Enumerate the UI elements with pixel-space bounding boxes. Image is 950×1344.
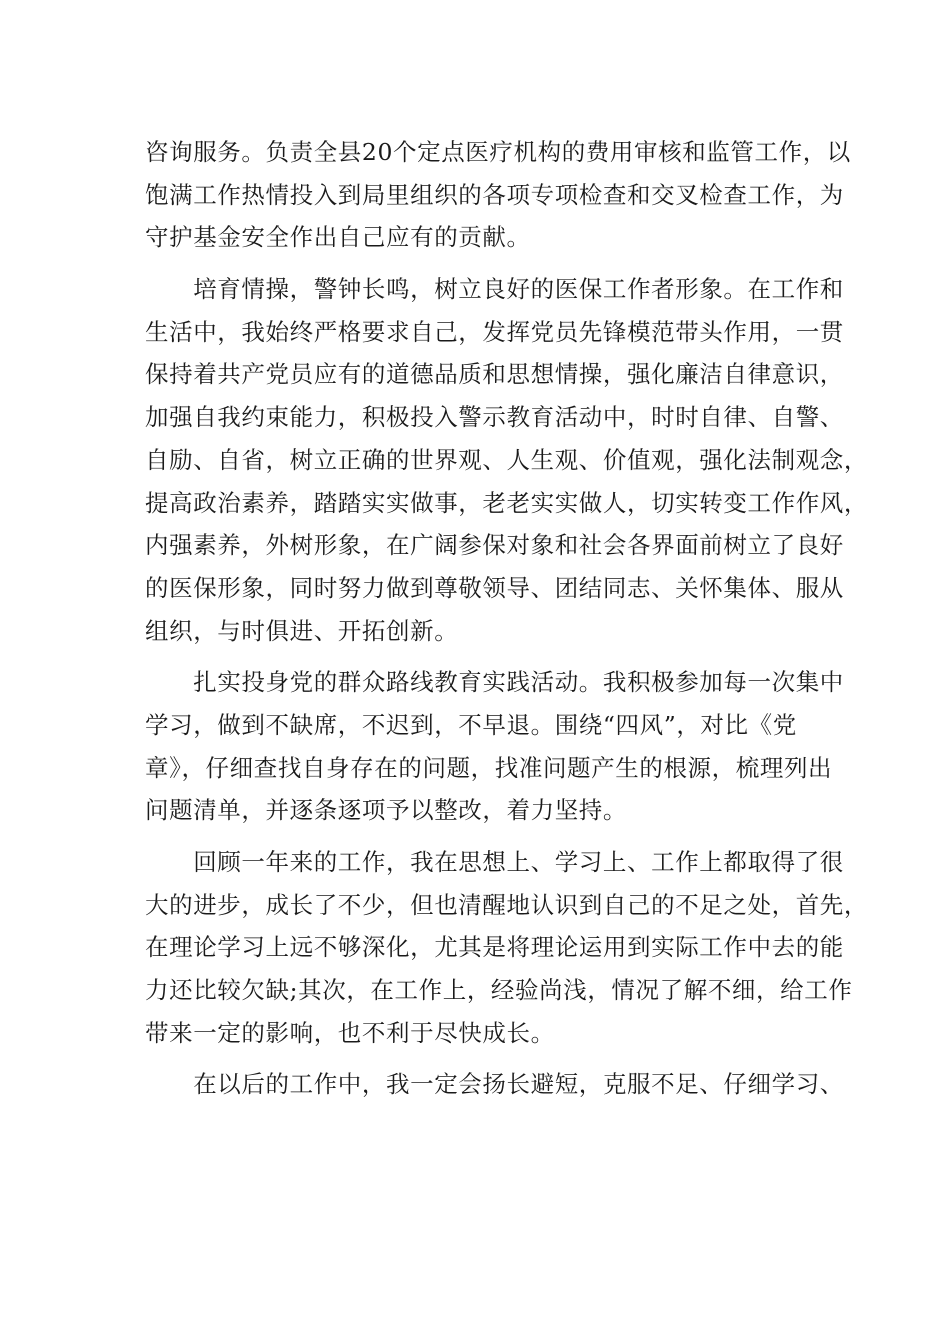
text-line: 扎实投身党的群众路线教育实践活动。我积极参加每一次集中 [145, 668, 844, 697]
text-line: 保持着共产党员应有的道德品质和思想情操，强化廉洁自律意识， [145, 360, 844, 389]
text-line: 带来一定的影响，也不利于尽快成长。 [145, 1018, 555, 1047]
paragraph-gap [145, 832, 810, 841]
text-line: 在理论学习上远不够深化，尤其是将理论运用到实际工作中去的能 [145, 933, 844, 962]
paragraph [145, 1063, 844, 1106]
text-line: 饱满工作热情投入到局里组织的各项专项检查和交叉检查工作，为 [145, 180, 844, 209]
text-line: 大的进步，成长了不少，但也清醒地认识到自己的不足之处，首先， [145, 890, 868, 919]
paragraph-gap [145, 652, 810, 661]
text-line: 学习，做到不缺席，不迟到，不早退。围绕“四风”，对比《党 [145, 710, 797, 739]
text-line: 生活中，我始终严格要求自己，发挥党员先锋模范带头作用，一贯 [145, 317, 844, 346]
text-line: 培育情操，警钟长鸣，树立良好的医保工作者形象。在工作和 [145, 275, 844, 304]
paragraph-gap [145, 259, 810, 268]
text-line: 守护基金安全作出自己应有的贡献。 [145, 223, 531, 252]
text-line: 加强自我约束能力，积极投入警示教育活动中，时时自律、自警、 [145, 403, 844, 432]
text-line: 自励、自省，树立正确的世界观、人生观、价值观，强化法制观念， [145, 445, 868, 474]
text-line: 的医保形象，同时努力做到尊敬领导、团结同志、关怀集体、服从 [145, 573, 844, 602]
text-line: 章》，仔细查找自身存在的问题，找准问题产生的根源，梳理列出 [145, 753, 833, 782]
document-body [145, 131, 868, 1106]
text-line: 回顾一年来的工作，我在思想上、学习上、工作上都取得了很 [145, 848, 844, 876]
text-line: 内强素养，外树形象，在广阔参保对象和社会各界面前树立了良好 [145, 531, 844, 560]
paragraph [145, 131, 851, 259]
text-line: 咨询服务。负责全县20个定点医疗机构的费用审核和监管工作，以 [145, 138, 851, 166]
text-line: 力还比较欠缺;其次，在工作上，经验尚浅，情况了解不细，给工作 [145, 976, 853, 1005]
paragraph [145, 661, 844, 832]
paragraph [145, 268, 868, 652]
text-line: 提高政治素养，踏踏实实做事，老老实实做人，切实转变工作作风， [145, 488, 868, 517]
text-line: 在以后的工作中，我一定会扬长避短，克服不足、仔细学习、 [145, 1070, 844, 1099]
paragraph-gap [145, 1054, 810, 1063]
text-line: 问题清单，并逐条逐项予以整改，着力坚持。 [145, 796, 627, 825]
paragraph [145, 841, 868, 1054]
text-line: 组织，与时俱进、开拓创新。 [145, 616, 459, 645]
